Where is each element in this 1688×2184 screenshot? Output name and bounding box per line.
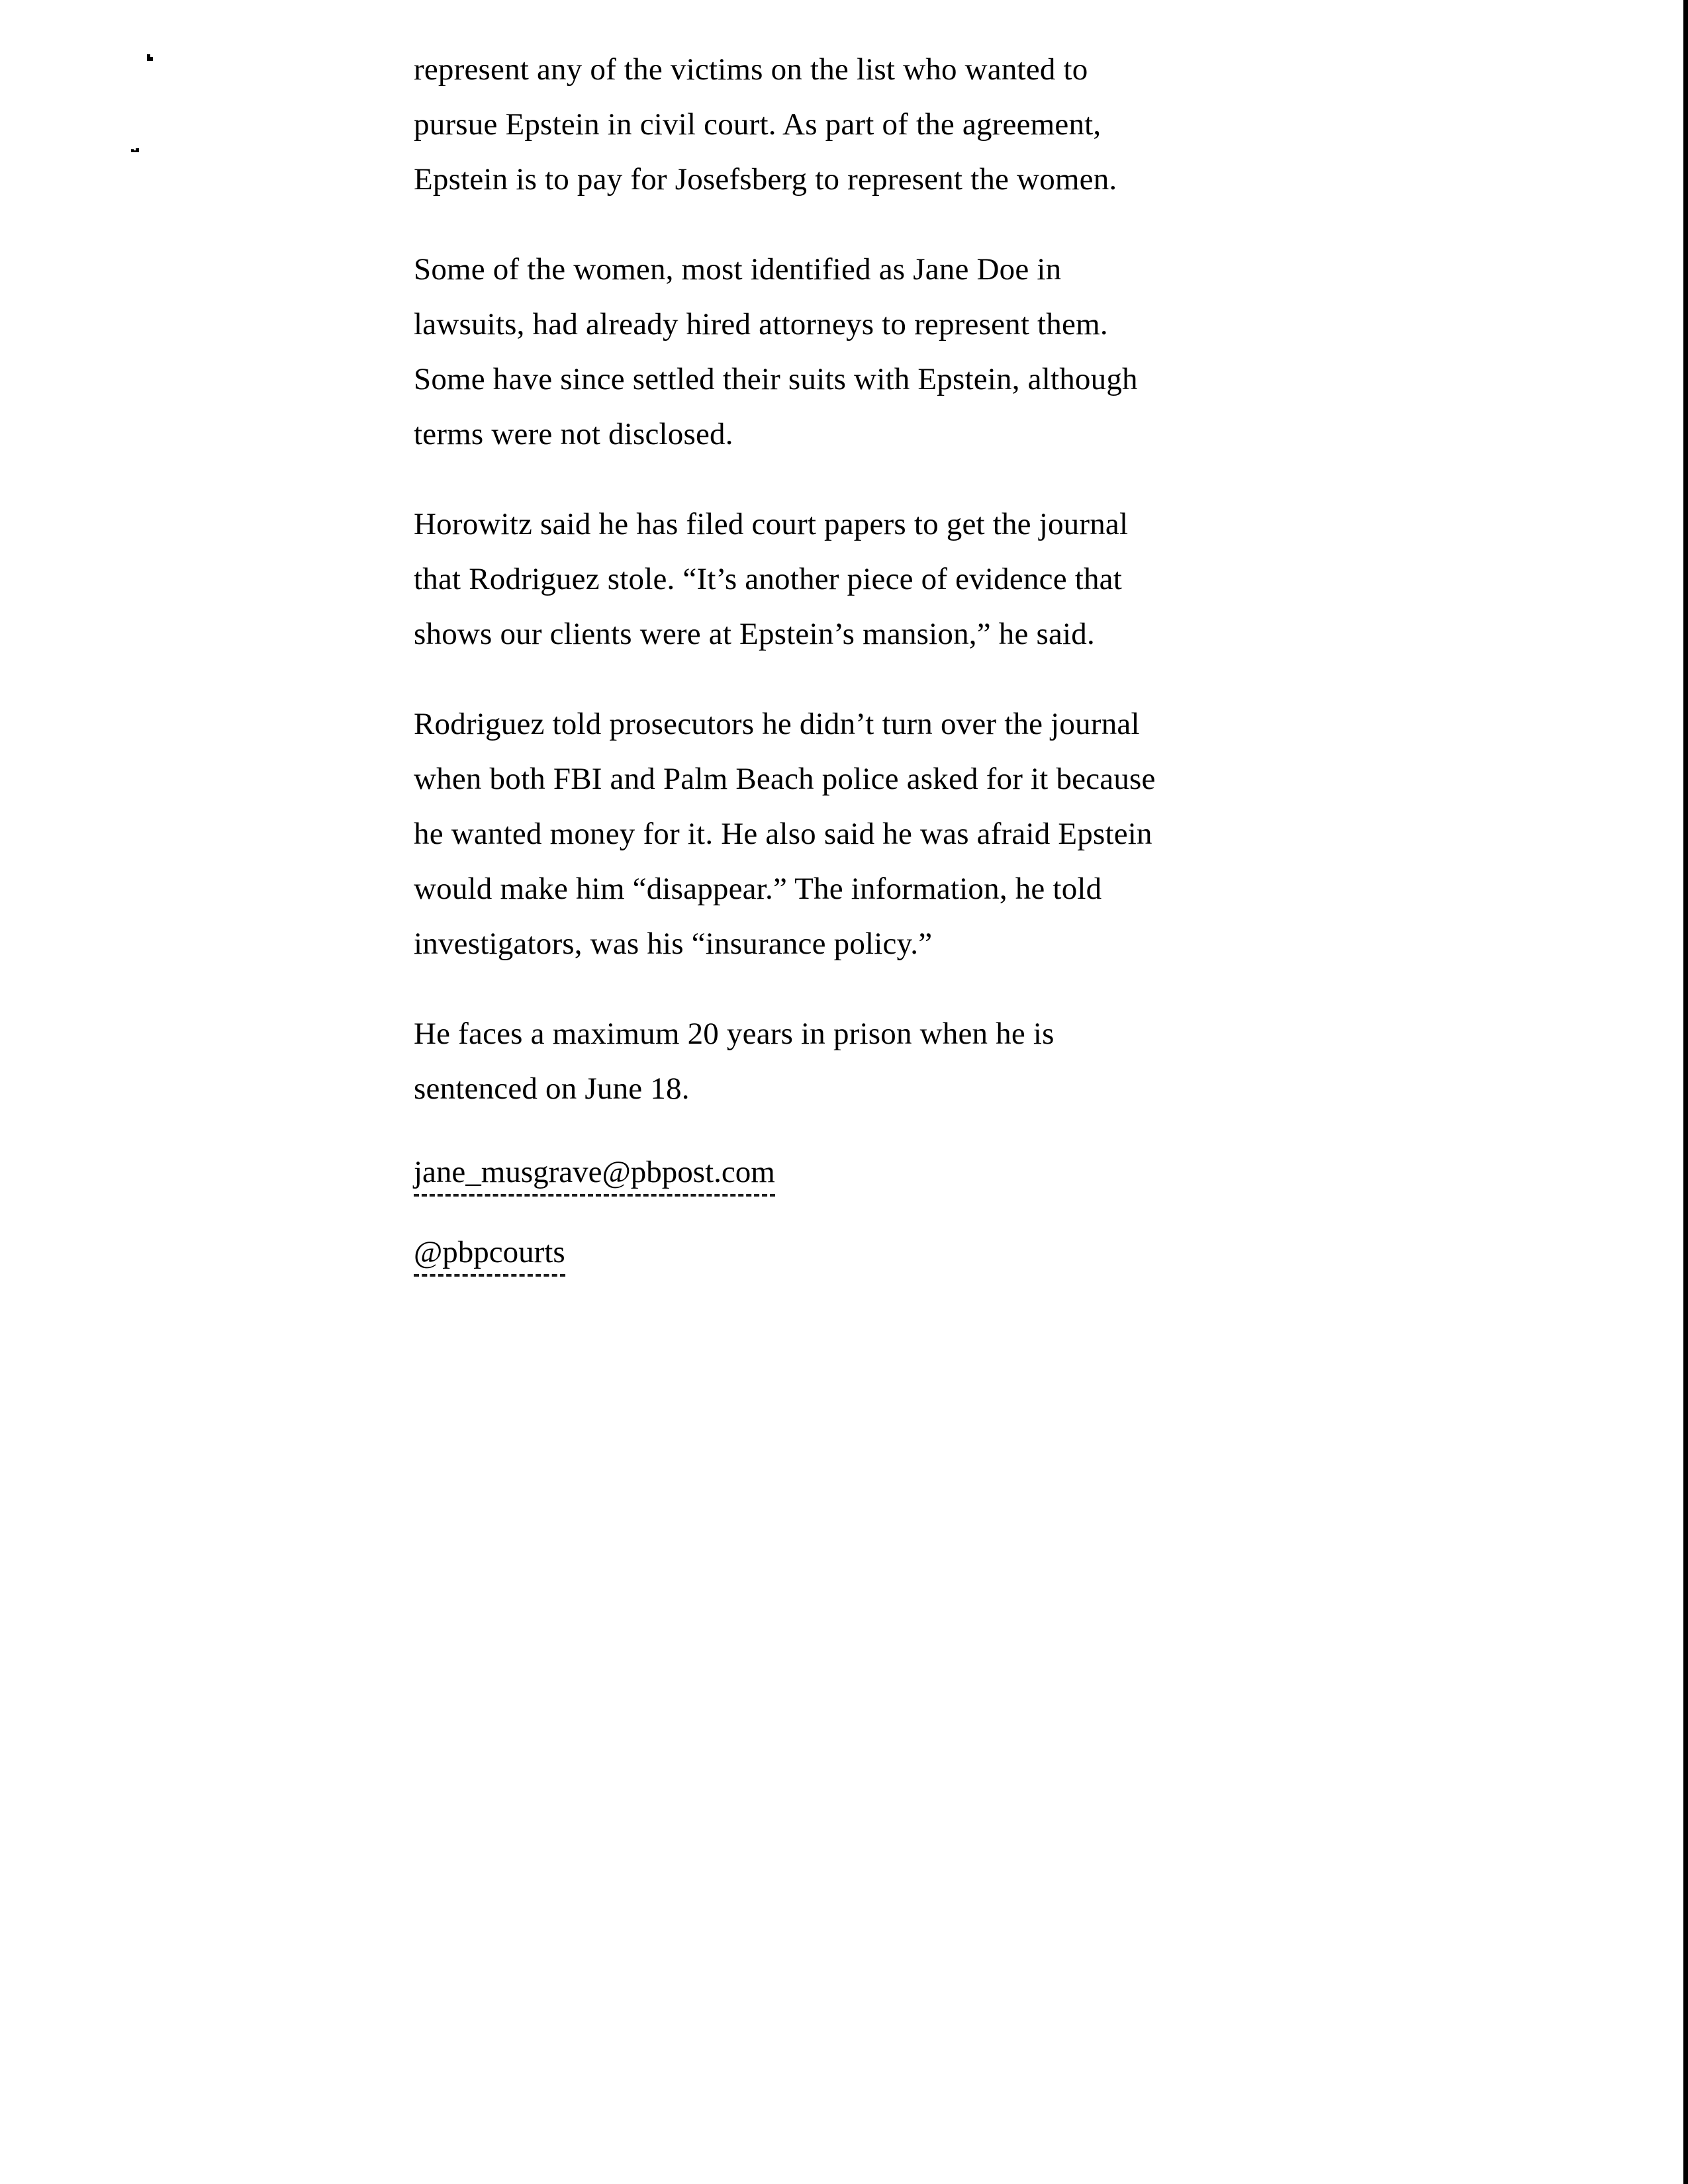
article-body [414, 42, 1374, 1312]
paragraph-3 [414, 497, 1374, 662]
text-line: shows our clients were at Epstein’s mansion,” he said. [414, 617, 1095, 651]
text-line: Some of the women, most identified as Jane Doe in [414, 252, 1062, 287]
text-line: would make him “disappear.” The information, he told [414, 872, 1102, 906]
paragraph-1 [414, 42, 1374, 207]
ink-speck [131, 148, 139, 152]
author-email-block [414, 1152, 1374, 1197]
text-line: Epstein is to pay for Josefsberg to represent the women. [414, 162, 1117, 197]
text-line: Horowitz said he has filed court papers to get the journal [414, 507, 1129, 541]
ink-speck [147, 54, 153, 61]
paragraph-2 [414, 242, 1374, 462]
text-line: sentenced on June 18. [414, 1071, 690, 1106]
paragraph-4 [414, 697, 1374, 972]
text-line: He faces a maximum 20 years in prison when he is [414, 1017, 1055, 1051]
scan-edge-artifact [1683, 0, 1688, 2184]
text-line: when both FBI and Palm Beach police asked for it because [414, 762, 1156, 796]
text-line: Some have since settled their suits with Epstein, although [414, 362, 1138, 396]
text-line: lawsuits, had already hired attorneys to represent them. [414, 307, 1108, 341]
text-line: he wanted money for it. He also said he was afraid Epstein [414, 817, 1152, 851]
text-line: terms were not disclosed. [414, 417, 733, 451]
text-line: Rodriguez told prosecutors he didn’t turn over the journal [414, 707, 1140, 741]
text-line: investigators, was his “insurance policy.” [414, 927, 933, 961]
author-email-link[interactable]: jane_musgrave@pbpost.com [414, 1152, 775, 1197]
text-line: pursue Epstein in civil court. As part of the agreement, [414, 107, 1102, 142]
text-line: that Rodriguez stole. “It’s another piece of evidence that [414, 562, 1122, 596]
text-line: represent any of the victims on the list who wanted to [414, 52, 1088, 87]
paragraph-5 [414, 1007, 1374, 1116]
twitter-handle-link[interactable]: @pbpcourts [414, 1232, 565, 1277]
twitter-handle-block [414, 1232, 1374, 1277]
